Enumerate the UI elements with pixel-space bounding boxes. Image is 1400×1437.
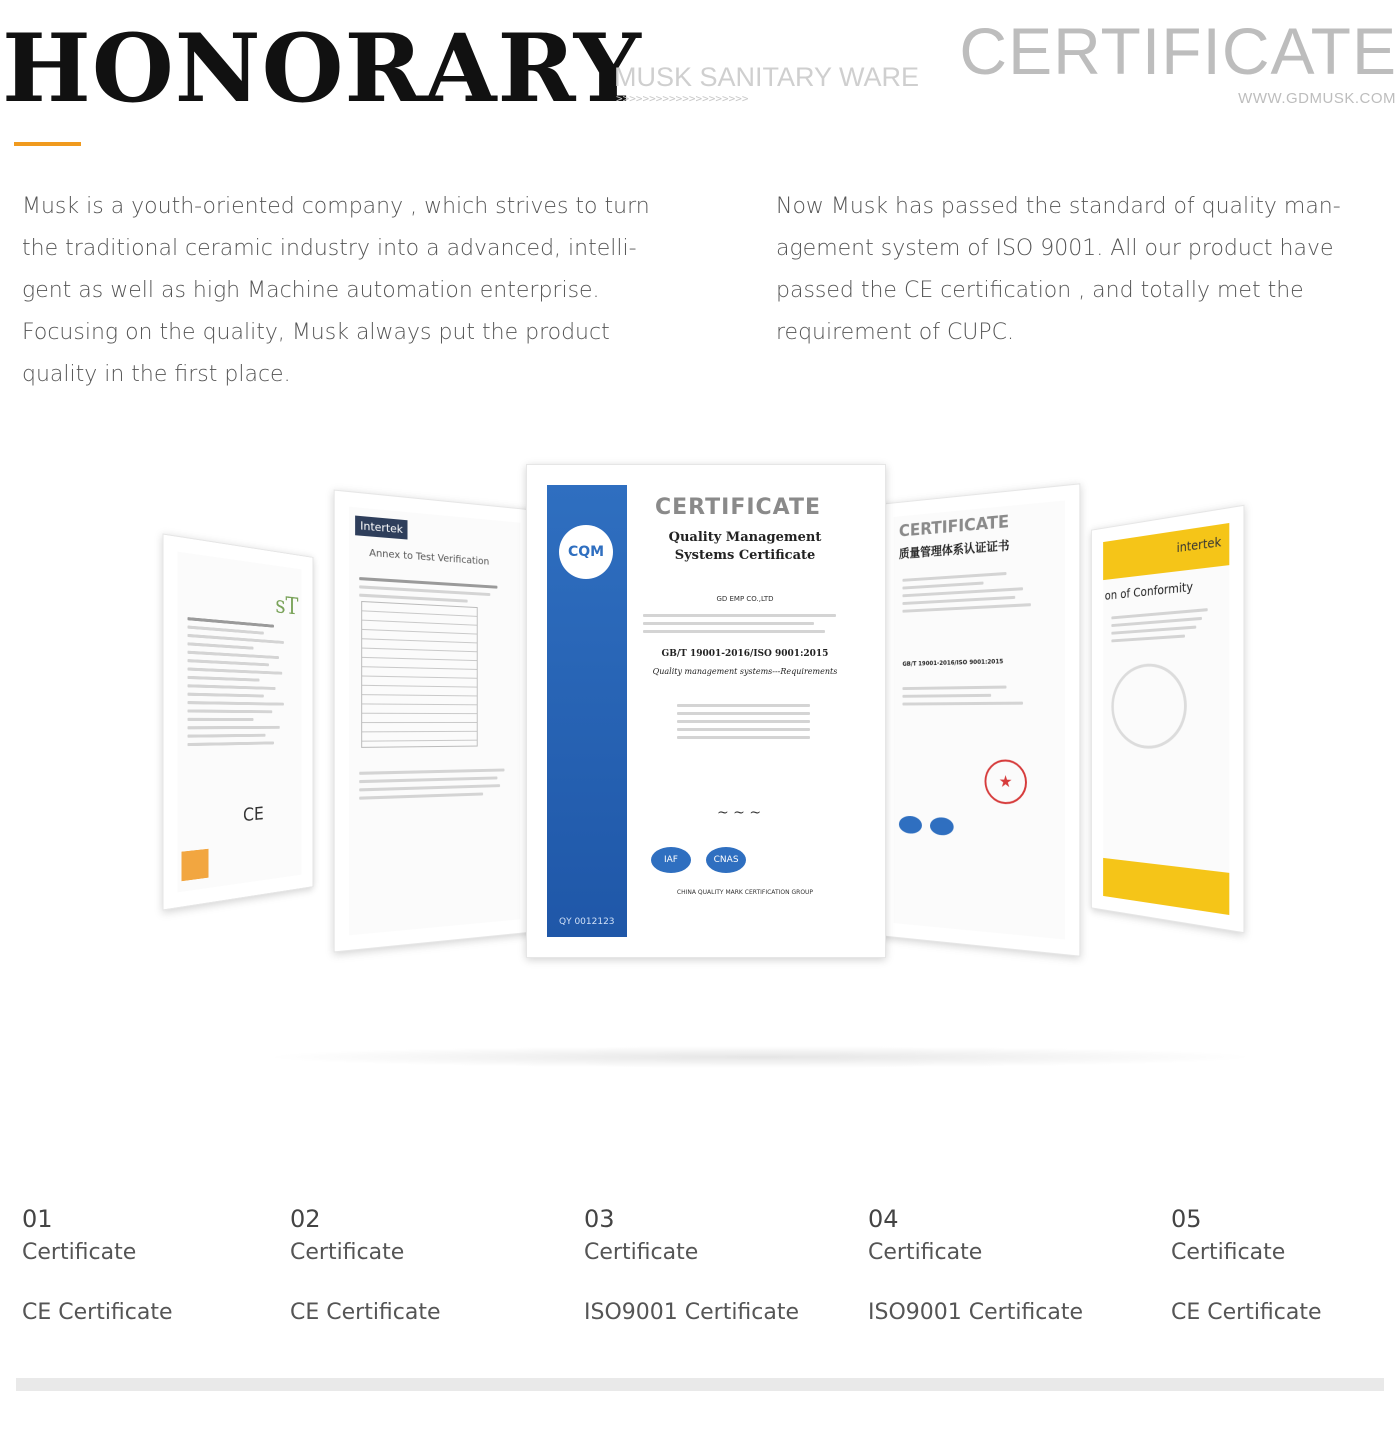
certificate-frame-3[interactable] [526, 464, 886, 958]
cert3-issuer: CHINA QUALITY MARK CERTIFICATION GROUP [676, 889, 814, 896]
item-kind: Certificate [22, 1240, 137, 1265]
item-kind: Certificate [584, 1240, 699, 1265]
certificate-item-5[interactable] [1171, 1202, 1400, 1325]
cert4-heading: CERTIFICATE [898, 511, 1010, 542]
cert4-cn-title: 质量管理体系认证证书 [898, 538, 1010, 561]
certificate-document-1 [178, 552, 302, 893]
certificate-frame-5[interactable] [1091, 505, 1244, 934]
cert3-serial: QY 0012123 [559, 917, 615, 927]
item-kind: Certificate [1171, 1240, 1286, 1265]
cert3-company: GD EMP CO.,LTD [716, 595, 774, 603]
certificate-gallery [150, 460, 1260, 980]
red-seal-icon: ★ [984, 759, 1026, 805]
certificate-item-4[interactable] [868, 1202, 1128, 1325]
certificate-frame-2[interactable] [334, 490, 534, 953]
item-name: CE Certificate [22, 1300, 173, 1325]
certificate-item-1[interactable] [22, 1202, 282, 1325]
website-link[interactable]: WWW.GDMUSK.COM [1238, 90, 1396, 107]
cert1-orange-stamp [182, 849, 209, 881]
item-name: ISO9001 Certificate [584, 1300, 800, 1325]
item-name: CE Certificate [290, 1300, 441, 1325]
brand-subtitle: MUSK SANITARY WARE [614, 62, 920, 92]
cnas-logo-icon: CNAS [706, 847, 746, 873]
globe-watermark-icon [1111, 662, 1186, 750]
certificate-frame-4[interactable] [881, 483, 1081, 956]
certificate-item-3[interactable] [584, 1202, 844, 1325]
certificate-document-5 [1103, 523, 1229, 915]
cqm-blue-band [547, 485, 627, 937]
cert3-standard: GB/T 19001-2016/ISO 9001:2015 [661, 649, 829, 659]
item-number: 03 [584, 1205, 615, 1233]
cert3-logos [651, 847, 746, 873]
cert5-yellow-band-bottom [1103, 858, 1229, 915]
item-kind: Certificate [290, 1240, 405, 1265]
item-number: 01 [22, 1205, 53, 1233]
item-name: CE Certificate [1171, 1300, 1322, 1325]
certificate-item-2[interactable] [290, 1202, 550, 1325]
gallery-shadow [260, 1046, 1260, 1068]
ce-mark-icon: CE [243, 803, 264, 826]
cqm-logo-icon: CQM [559, 525, 613, 579]
intro-right-paragraph: Now Musk has passed the standard of quality man- agement system of ISO 9001. All our product have passed the CE certification , and totally met the requirement of CUPC. [776, 194, 1341, 345]
iaf-logo-icon: IAF [651, 847, 691, 873]
cert3-title: Quality Management Systems Certificate [668, 530, 822, 563]
intertek-logo-2: intertek [1176, 534, 1222, 556]
section-heading: CERTIFICATE [959, 14, 1397, 88]
intertek-logo: Intertek [355, 516, 408, 540]
intro-left-paragraph: Musk is a youth-oriented company , which strives to turn the traditional ceramic industry into a advanced, intelli- gent as well as high Machine automation enterprise. Focusing on the quality, Musk always put the product quality in the first place. [22, 194, 650, 387]
page-title: HONORARY [2, 14, 642, 124]
item-number: 05 [1171, 1205, 1202, 1233]
cert2-table [361, 601, 478, 748]
decorative-arrows: >>>>>>>>>>>>>>>>>>>> [616, 92, 749, 105]
accent-divider [14, 142, 81, 146]
item-name: ISO9001 Certificate [868, 1300, 1084, 1325]
cert4-standard: GB/T 19001-2016/ISO 9001:2015 [902, 658, 1004, 668]
certificate-frame-1[interactable] [163, 533, 314, 910]
cert4-logos [899, 816, 954, 840]
certificate-document-3 [547, 485, 865, 937]
item-number: 04 [868, 1205, 899, 1233]
cert5-yellow-band-top [1103, 523, 1229, 580]
certificate-document-2 [349, 507, 520, 936]
bottom-divider [16, 1378, 1384, 1391]
signature-mark: ~ ~ ~ [717, 805, 762, 821]
certificate-document-4 [894, 500, 1065, 939]
item-number: 02 [290, 1205, 321, 1233]
cert2-heading: Annex to Test Verification [369, 547, 490, 568]
cert5-heading: on of Conformity [1104, 579, 1194, 603]
item-kind: Certificate [868, 1240, 983, 1265]
cert3-heading: CERTIFICATE [655, 495, 822, 520]
cert1-brand-text: sT [275, 590, 299, 621]
cert3-requirements: Quality management systems---Requirements [652, 667, 838, 676]
